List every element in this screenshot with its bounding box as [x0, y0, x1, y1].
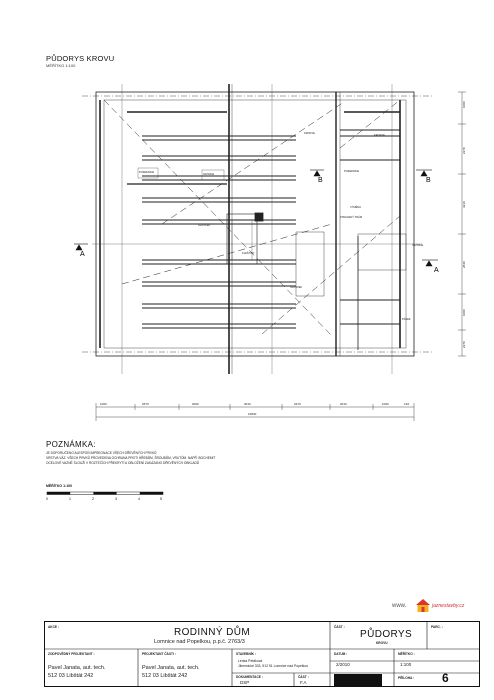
stavebnik-address: Jilemnické 333, 512 51 Lomnice nad Popelkou	[238, 664, 309, 668]
section-mark-b-right: B	[426, 177, 431, 184]
dok-label: DOKUMENTACE :	[236, 675, 263, 679]
title-block	[44, 621, 480, 687]
label-pozednice-1: POZEDNICE	[139, 171, 155, 174]
watermark-prefix: www.	[392, 603, 407, 609]
label-vaznice-2: VAZNICE	[412, 244, 424, 247]
label-sloupek-1: SLOUPEK	[198, 224, 211, 227]
zodp-name: Pavel Janata, aut. tech.	[48, 665, 106, 671]
meritko-value: 1:100	[400, 662, 412, 667]
label-klestiny: KLEŠTINY	[242, 252, 255, 255]
cast2-label: ČÁST :	[298, 675, 309, 679]
dim-right-6: 2270	[462, 341, 466, 348]
scalebar-label: MĚŘÍTKO 1:100	[46, 484, 73, 488]
dim-bottom-6: 2010	[340, 402, 347, 406]
dim-right-5: 1000	[462, 309, 466, 316]
cast2-value: F.A	[300, 680, 307, 685]
stavebnik-name: Lenka Petáková	[238, 659, 263, 663]
part-title: PŮDORYS	[360, 629, 413, 640]
project-subtitle: Lomnice nad Popelkou, p.p.č. 2763/3	[154, 639, 245, 645]
dim-right-3: 3210	[462, 201, 466, 208]
note-line-3: OCELOVÉ VAZNÉ SLOUŽÍ V ROZTEČÍCH PŘEKRYTÍ A OBLOŽENÍ ZAKÁZANO DŘEVĚNÝCH OBKLADŮ	[46, 461, 200, 465]
watermark-brand: jaznestavby.cz	[432, 603, 465, 609]
label-pasek: PÁSEK	[402, 318, 411, 321]
scalebar-tick-1: 1	[69, 497, 71, 501]
drawing-scale: MĚŘÍTKO 1:100	[46, 63, 76, 68]
scalebar-tick-4: 4	[138, 497, 140, 501]
label-vaznice-1: VAZNICE	[203, 173, 215, 176]
dim-right-2: 2270	[462, 147, 466, 154]
vypr-address: 512 03 Libštát 242	[142, 673, 188, 679]
datum-value: 2/2010	[336, 662, 350, 667]
scalebar-tick-0: 0	[46, 497, 48, 501]
scalebar-tick-5: 5	[160, 497, 162, 501]
house-icon	[414, 597, 432, 613]
vypr-label: PROJEKTANT ČÁSTI :	[142, 652, 176, 656]
note-heading: POZNÁMKA:	[46, 440, 96, 449]
page-title: PŮDORYS KROVU	[46, 54, 115, 63]
label-vymena: VÝMĚNA	[350, 206, 361, 209]
dim-bottom-7: 1000	[382, 402, 389, 406]
vypr-name: Pavel Janata, aut. tech.	[142, 665, 200, 671]
watermark-logo	[378, 596, 484, 614]
scalebar	[46, 491, 164, 503]
dim-right-1: 1000	[462, 101, 466, 108]
akce-label: AKCE :	[48, 625, 59, 629]
parc-label: PARC. :	[431, 625, 443, 629]
zodp-address: 512 03 Libštát 242	[48, 673, 94, 679]
scalebar-tick-2: 2	[92, 497, 94, 501]
label-sloupek-2: SLOUPEK	[290, 286, 303, 289]
dim-right-4: 2840	[462, 261, 466, 268]
priloha-value: 6	[442, 671, 449, 685]
label-ztraceny-tram: ZTRACENÝ TRÁM	[340, 216, 362, 219]
dok-value: DSP	[240, 680, 250, 685]
label-krokve-1: KROKVE	[304, 132, 315, 135]
part-subtitle: KROVU	[376, 641, 388, 645]
zodp-label: ZODPOVĚDNÝ PROJEKTANT :	[48, 652, 95, 656]
section-mark-b-left: B	[318, 177, 323, 184]
note-line-2: VRSTVA VÁZ. VŠECH PRVKŮ PROVEDENA OCHRANA PROTI HŘEBŮM, ŠROUBŮM, VRUTŮM. NAPŘ. BOCHEMIT	[46, 456, 216, 460]
dim-bottom-1: 1000	[100, 402, 107, 406]
dim-bottom-8: 140	[404, 402, 410, 406]
roof-plan-drawing	[82, 84, 472, 424]
section-mark-a-right: A	[434, 267, 439, 274]
dim-bottom-4: 3010	[244, 402, 251, 406]
section-mark-a-left: A	[80, 251, 85, 258]
dim-bottom-3: 2000	[192, 402, 199, 406]
dim-bottom-5: 2270	[294, 402, 301, 406]
scalebar-tick-3: 3	[115, 497, 117, 501]
datum-label: DATUM :	[334, 652, 348, 656]
dim-total: 10840	[248, 412, 257, 416]
label-pozednice-2: POZEDNICE	[344, 170, 360, 173]
meritko-label: MĚŘÍTKO :	[398, 652, 415, 656]
cast-label: ČÁST :	[334, 625, 345, 629]
note-line-1: JE DOPORUČENO ALESPOŇ IMPREGNACE VŠECH DŘEVĚNÝCH PRVKŮ	[46, 451, 157, 455]
project-title: RODINNÝ DŮM	[174, 627, 251, 638]
stavebnik-label: STAVEBNÍK :	[236, 652, 256, 656]
label-krokve-2: KROKVE	[374, 134, 385, 137]
dim-bottom-2: 2570	[142, 402, 149, 406]
priloha-label: PŘÍLOHA :	[398, 676, 415, 680]
